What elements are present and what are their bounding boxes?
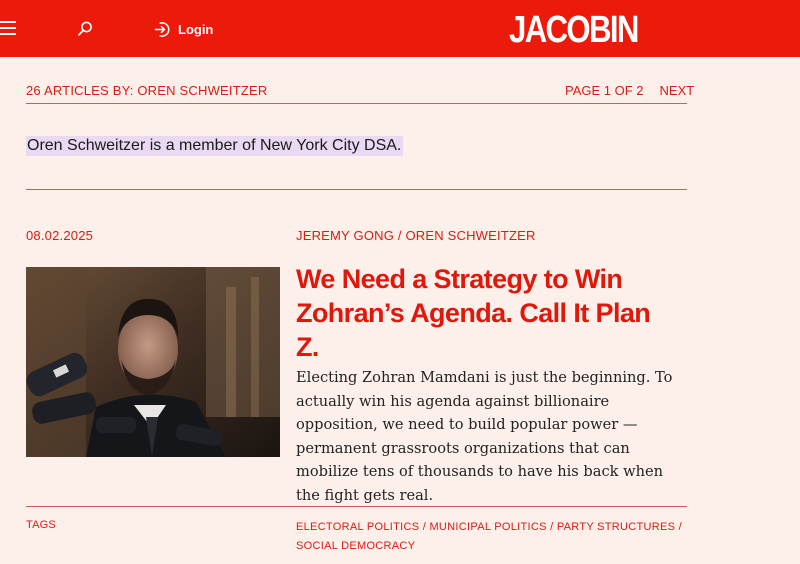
tag-link[interactable]: SOCIAL DEMOCRACY — [296, 540, 416, 552]
search-icon[interactable] — [76, 20, 94, 38]
tag-link[interactable]: PARTY STRUCTURES — [556, 521, 676, 533]
next-page-link[interactable]: NEXT — [659, 83, 695, 98]
article-headline[interactable]: We Need a Strategy to Win Zohran’s Agenda. Call It Plan Z. — [296, 264, 651, 362]
article-authors[interactable]: JEREMY GONG / OREN SCHWEITZER — [296, 228, 536, 243]
login-label: Login — [178, 21, 214, 37]
article-excerpt: Electing Zohran Mamdani is just the beginning. To actually win his agenda against billionaire opposition, we need to build popular power — permanent grassroots organizations that can mobilize tens of thousands to have his back when the fight gets real. — [296, 369, 673, 504]
article-photo[interactable] — [26, 267, 280, 457]
login-button[interactable] — [153, 19, 213, 39]
menu-icon[interactable] — [0, 21, 16, 37]
top-bar — [0, 0, 800, 57]
article-date: 08.02.2025 — [26, 228, 94, 243]
pagination — [565, 83, 694, 98]
page-indicator: PAGE 1 OF 2 — [565, 83, 644, 98]
login-icon — [153, 20, 172, 39]
article-photo-image — [26, 267, 280, 457]
author-bio: Oren Schweitzer is a member of New York City DSA. — [27, 137, 402, 154]
site-logo[interactable]: JACOBIN — [509, 9, 638, 51]
divider — [26, 189, 687, 190]
tags-label: TAGS — [26, 519, 56, 531]
divider — [26, 103, 687, 104]
tag-link[interactable]: MUNICIPAL POLITICS — [429, 521, 547, 533]
tag-list: ELECTORAL POLITICS / MUNICIPAL POLITICS / PARTY STRUCTURES / SOCIAL DEMOCRACY — [296, 521, 683, 552]
tag-link[interactable]: ELECTORAL POLITICS — [296, 521, 420, 533]
article-count-label: 26 ARTICLES BY: OREN SCHWEITZER — [26, 83, 268, 98]
divider — [26, 506, 687, 507]
